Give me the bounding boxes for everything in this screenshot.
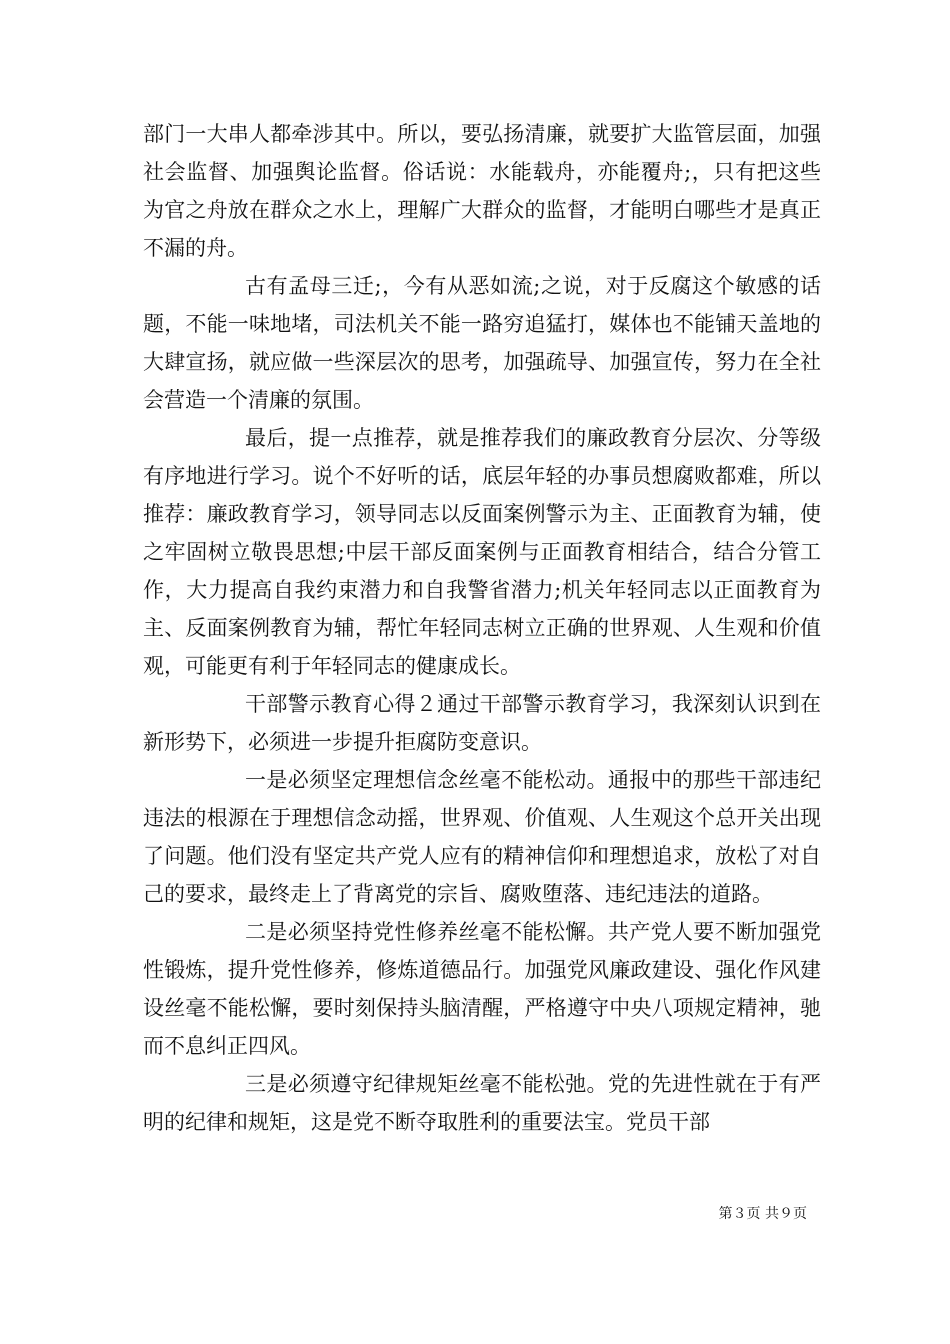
paragraph-point-two: 二是必须坚持党性修养丝毫不能松懈。共产党人要不断加强党性锻炼，提升党性修养，修炼道德品行。加强党风廉政建设、强化作风建设丝毫不能松懈，要时刻保持头脑清醒，严格遵守中央八项规定精神，驰而不息纠正四风。 — [143, 920, 821, 1058]
paragraph-point-three: 三是必须遵守纪律规矩丝毫不能松弛。党的先进性就在于有严明的纪律和规矩，这是党不断夺取胜利的重要法宝。党员干部 — [143, 1072, 821, 1134]
page-number-footer: 第３页 共９页 — [718, 1206, 807, 1222]
paragraph-essay-two-intro: 干部警示教育心得２通过干部警示教育学习，我深刻认识到在新形势下，必须进一步提升拒腐防变意识。 — [143, 692, 821, 754]
paragraph-recommendation: 最后，提一点推荐，就是推荐我们的廉政教育分层次、分等级有序地进行学习。说个不好听的话，底层年轻的办事员想腐败都难，所以推荐：廉政教育学习，领导同志以反面案例警示为主、正面教育为辅，使之牢固树立敬畏思想;中层干部反面案例与正面教育相结合，结合分管工作，大力提高自我约束潜力和自我警省潜力;机关年轻同志以正面教育为主、反面案例教育为辅，帮忙年轻同志树立正确的世界观、人生观和价值观，可能更有利于年轻同志的健康成长。 — [143, 426, 821, 678]
paragraph-mengmu: 古有孟母三迁;，今有从恶如流;之说，对于反腐这个敏感的话题，不能一味地堵，司法机关不能一路穷追猛打，媒体也不能铺天盖地的大肆宣扬，就应做一些深层次的思考，加强疏导、加强宣传，努力在全社会营造一个清廉的氛围。 — [143, 274, 821, 412]
paragraph-continuation: 部门一大串人都牵涉其中。所以，要弘扬清廉，就要扩大监管层面，加强社会监督、加强舆论监督。俗话说：水能载舟，亦能覆舟;，只有把这些为官之舟放在群众之水上，理解广大群众的监督，才能明白哪些才是真正不漏的舟。 — [143, 122, 821, 260]
paragraph-point-one: 一是必须坚定理想信念丝毫不能松动。通报中的那些干部违纪违法的根源在于理想信念动摇，世界观、价值观、人生观这个总开关出现了问题。他们没有坚定共产党人应有的精神信仰和理想追求，放松了对自己的要求，最终走上了背离党的宗旨、腐败堕落、违纪违法的道路。 — [143, 768, 821, 906]
document-body — [143, 115, 821, 1141]
